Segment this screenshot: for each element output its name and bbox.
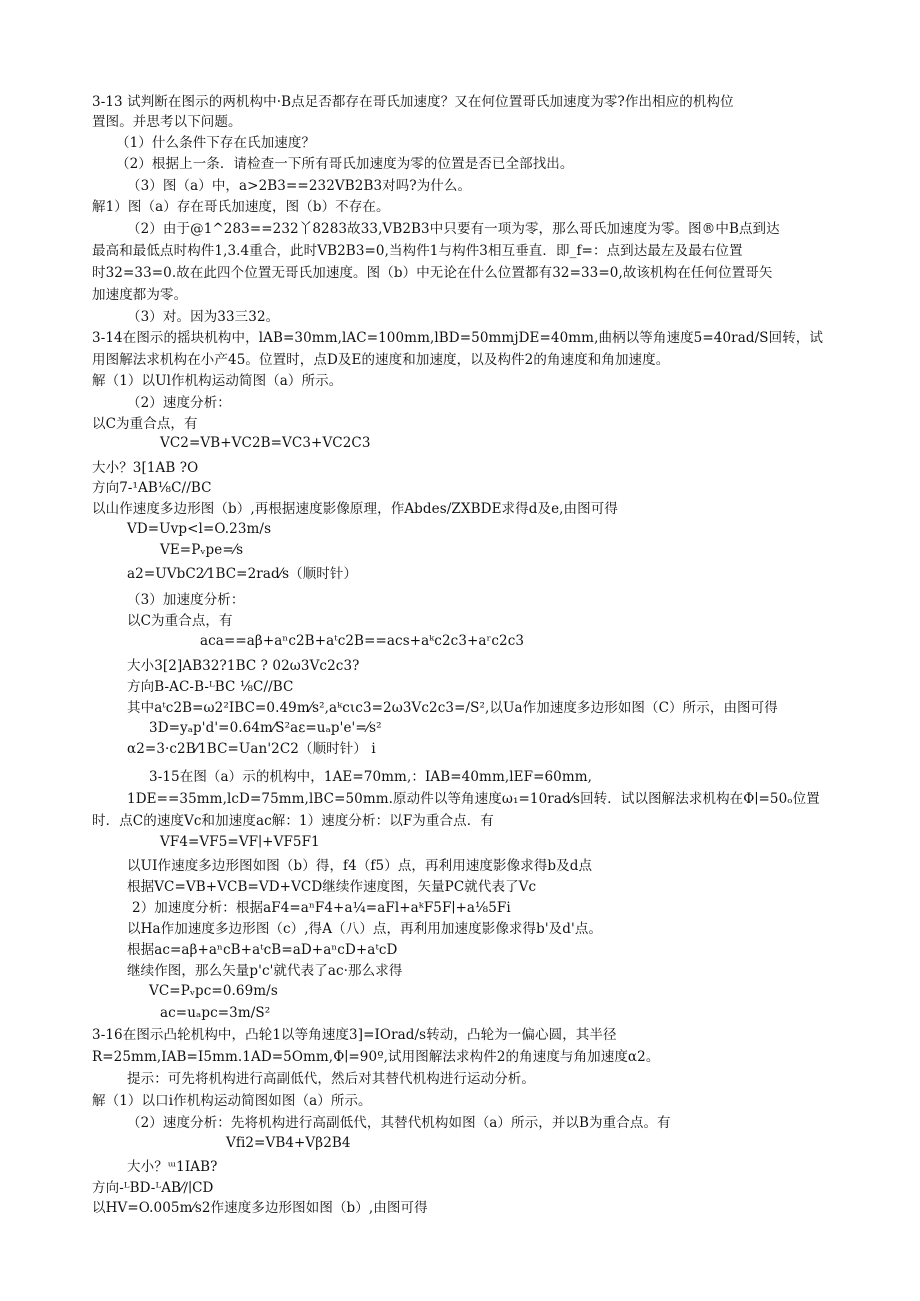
- text-line: 方向B-AC-B-ᴸBC ⅛C//BC: [127, 679, 294, 695]
- text-line: 时．点C的速度Vc和加速度ac解：1）速度分析：以F为重合点．有: [92, 813, 494, 829]
- text-line: Vfi2=VB4+Vβ2B4: [226, 1135, 351, 1151]
- text-line: 3-14在图示的摇块机构中，lAB=30mm,lAC=100mm,lBD=50mmjDE=40mm,曲柄以等角速度5=40rad/S回转，试: [92, 330, 823, 346]
- text-line: VD=Uvp<l=O.23m/s: [127, 521, 272, 537]
- text-line: a2=UVbC2⁄1BC=2rad⁄s（顺时针）: [127, 566, 358, 582]
- text-line: 大小3[2]AB32?1BC ? 02ω3Vc2c3?: [127, 658, 360, 674]
- text-line: （2）根据上一条．请检查一下所有哥氏加速度为零的位置是否已全部找出。: [116, 156, 574, 172]
- text-line: R=25mm,IAB=I5mm.1AD=5Omm,Φ∣=90º,试用图解法求构件2的角速度与角加速度α2。: [92, 1049, 660, 1065]
- text-line: 方向7-¹AB⅛C//BC: [92, 480, 212, 496]
- text-line: 根据ac=aβ+aⁿcB+aᵗcB=aD+aⁿcD+aᵗcD: [127, 942, 398, 958]
- text-line: 解1）图（a）存在哥氏加速度，图（b）不存在。: [92, 199, 390, 215]
- text-line: 以UI作速度多边形图如图（b）得，f4（f5）点，再利用速度影像求得b及d点: [127, 858, 593, 874]
- text-line: VC2=VB+VC2B=VC3+VC2C3: [160, 435, 371, 451]
- text-line: （2）速度分析：: [127, 395, 231, 411]
- text-line: VF4=VF5=VF∣+VF5F1: [160, 834, 320, 850]
- text-line: （3）加速度分析：: [127, 592, 245, 608]
- text-line: （2）由于@1^283==232丫8283故33,VB2B3中只要有一项为零，那么哥氏加速度为零。图®中B点到达: [127, 221, 780, 237]
- text-line: （3）对。因为33三32。: [127, 309, 280, 325]
- text-line: 提示：可先将机构进行高副低代，然后对其替代机构进行运动分析。: [127, 1071, 535, 1087]
- text-line: 3-16在图示凸轮机构中，凸轮1以等角速度3]=IOrad/s转动，凸轮为一偏心圆，其半径: [92, 1027, 617, 1043]
- text-line: 方向-ᴸBD-ᴸAB⁄∕∣CD: [92, 1180, 214, 1196]
- text-line: 用图解法求机构在小产45。位置时，点D及E的速度和加速度，以及构件2的角速度和角加速度。: [92, 352, 670, 368]
- text-line: 1DE==35mm,lcD=75mm,lBC=50mm.原动件以等角速度ω₁=10rad⁄s回转．试以图解法求机构在Φ∣=50ₒ位置: [127, 791, 820, 807]
- text-line: 大小？ᵚ1IAB?: [127, 1159, 218, 1175]
- text-line: （1）什么条件下存在氏加速度？: [116, 135, 316, 151]
- text-line: 根据VC=VB+VCB=VD+VCD继续作速度图，矢量PC就代表了Vc: [127, 879, 537, 895]
- text-line: 时32=33=0.故在此四个位置无哥氏加速度。图（b）中无论在什么位置都有32=33=0,故该机构在任何位置哥矢: [92, 265, 773, 281]
- text-line: 解（1）以口i作机构运动简图如图（a）所示。: [92, 1093, 372, 1109]
- text-line: 加速度都为零。: [92, 287, 188, 303]
- text-line: 其中aᵗc2B=ω2²IBC=0.49m⁄s²,aᵏcιc3=2ω3Vc2c3=/S²,以Ua作加速度多边形如图（C）所示，由图可得: [127, 700, 778, 716]
- text-line: 以山作速度多边形图（b）,再根据速度影像原理，作Abdes/ZXBDE求得d及e,由图可得: [92, 501, 618, 517]
- text-line: 大小？3[1AB ?O: [92, 460, 199, 476]
- text-line: 以HV=O.005m⁄s2作速度多边形图如图（b）,由图可得: [92, 1200, 428, 1216]
- text-line: 以C为重合点，有: [92, 416, 198, 432]
- text-line: ac=uₐpc=3m/S²: [160, 1005, 271, 1021]
- text-line: 3-13 试判断在图示的两机构中·B点足否都存在哥氏加速度？又在何位置哥氏加速度为零?作出相应的机构位: [92, 94, 734, 110]
- text-line: 以C为重合点，有: [127, 613, 233, 629]
- text-line: 解（1）以Ul作机构运动简图（a）所示。: [92, 373, 343, 389]
- text-line: 置图。并思考以下问题。: [92, 114, 242, 130]
- text-line: VE=Pᵥpe=⁄s: [160, 542, 244, 558]
- text-line: 最高和最低点时构件1,3.4重合，此时VB2B3=0,当构件1与构件3相互垂直．即_f=：点到达最左及最右位置: [92, 243, 743, 259]
- text-line: （3）图（a）中，a>2B3==232VB2B3对吗?为什么。: [127, 178, 472, 194]
- text-line: VC=Pᵥpc=0.69m/s: [149, 983, 278, 999]
- text-line: 2）加速度分析：根据aF4=aⁿF4+a¼=aFl+aᵏF5F∣+a⅛5Fi: [132, 900, 511, 916]
- text-line: （2）速度分析：先将机构进行高副低代，其替代机构如图（a）所示，并以B为重合点。有: [127, 1115, 671, 1131]
- text-line: 继续作图，那么矢量p'c'就代表了ac·那么求得: [127, 963, 403, 979]
- text-line: 3D=yₐp'd'=0.64m⁄S²aε=uₐp'e'=⁄s²: [149, 720, 382, 736]
- text-line: α2=3·c2B⁄1BC=Uan'2C2（顺时针） i: [127, 741, 376, 757]
- text-line: aca==aβ+aⁿc2B+aᵗc2B==acs+aᵏc2c3+aʳc2c3: [200, 633, 525, 649]
- text-line: 以Ha作加速度多边形图（c）,得A（八）点，再利用加速度影像求得b'及d'点。: [127, 921, 603, 937]
- text-line: 3-15在图（a）示的机构中，1AE=70mm,：IAB=40mm,lEF=60mm,: [149, 769, 593, 785]
